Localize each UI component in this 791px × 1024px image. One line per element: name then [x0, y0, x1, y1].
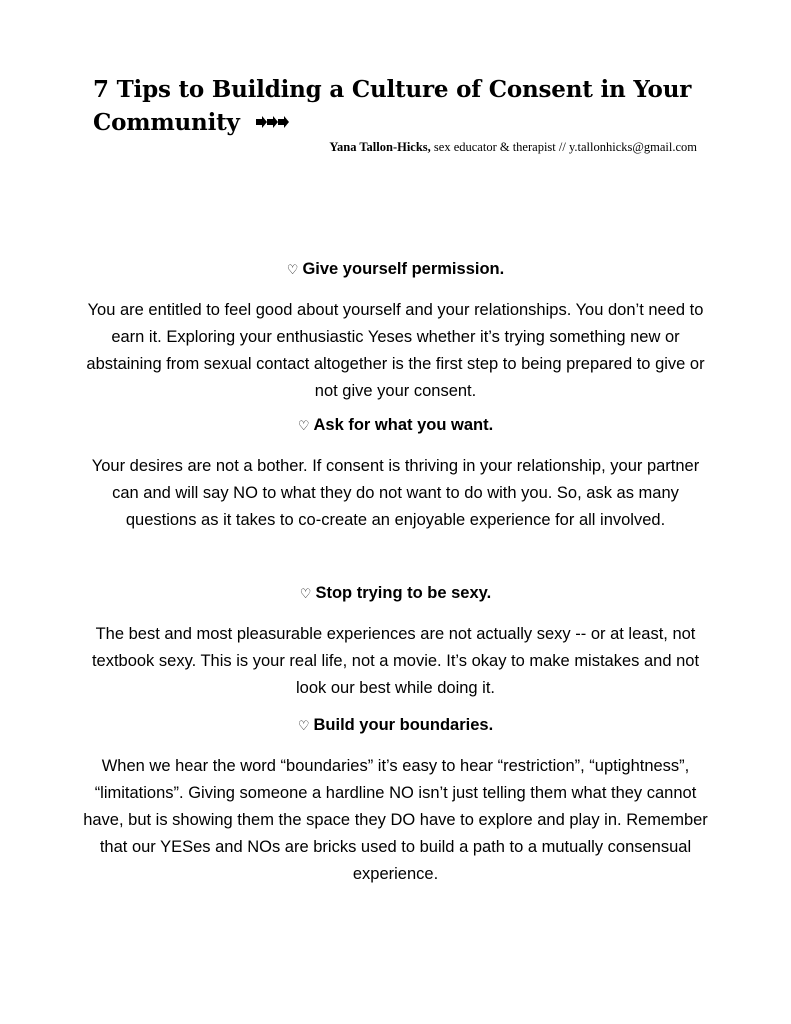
tip-heading	[80, 714, 711, 737]
tip-body: The best and most pleasurable experiences are not actually sexy -- or at least, not textbook sexy. This is your real life, not a movie. It’s okay to make mistakes and not look our best while doing it.	[91, 625, 700, 697]
author-name: Yana Tallon-Hicks,	[329, 140, 431, 154]
tip-heading	[80, 414, 711, 437]
tip-heading-text: Stop trying to be sexy.	[315, 584, 492, 602]
author-byline	[329, 140, 697, 155]
tip-section	[80, 582, 711, 702]
tip-heading-text: Build your boundaries.	[313, 716, 494, 734]
tip-body: Your desires are not a bother. If consent is thriving in your relationship, your partner can and will say NO to what they do not want to do with you. So, ask as many questions as it takes to co-create an enjoyable experience for all involved.	[91, 457, 700, 529]
author-role: sex educator & therapist //	[430, 140, 569, 154]
heart-outline-icon: ♡	[297, 418, 310, 433]
triple-arrow-icon	[256, 116, 290, 128]
tip-section	[80, 258, 711, 405]
tip-heading	[80, 258, 711, 281]
heart-outline-icon: ♡	[286, 262, 299, 277]
tip-heading-text: Ask for what you want.	[313, 416, 494, 434]
document-title-text: 7 Tips to Building a Culture of Consent in Your Community	[93, 76, 692, 137]
tip-heading	[80, 582, 711, 605]
heart-outline-icon: ♡	[299, 586, 312, 601]
heart-outline-icon: ♡	[297, 718, 310, 733]
tip-body: You are entitled to feel good about yourself and your relationships. You don’t need to earn it. Exploring your enthusiastic Yeses whether it’s trying something new or abstaining from sexual contact altogether is the first step to being prepared to give or not give your consent.	[86, 301, 705, 400]
author-email: y.tallonhicks@gmail.com	[568, 140, 697, 154]
tip-body: When we hear the word “boundaries” it’s easy to hear “restriction”, “uptightness”, “limitations”. Giving someone a hardline NO isn’t just telling them what they cannot have, but is showing them the space they DO have to explore and play in. Remember that our YESes and NOs are bricks used to build a path to a mutually consensual experience.	[83, 757, 708, 883]
tip-section	[80, 414, 711, 534]
tip-heading-text: Give yourself permission.	[302, 260, 505, 278]
document-title	[93, 73, 733, 139]
tip-section	[80, 714, 711, 888]
